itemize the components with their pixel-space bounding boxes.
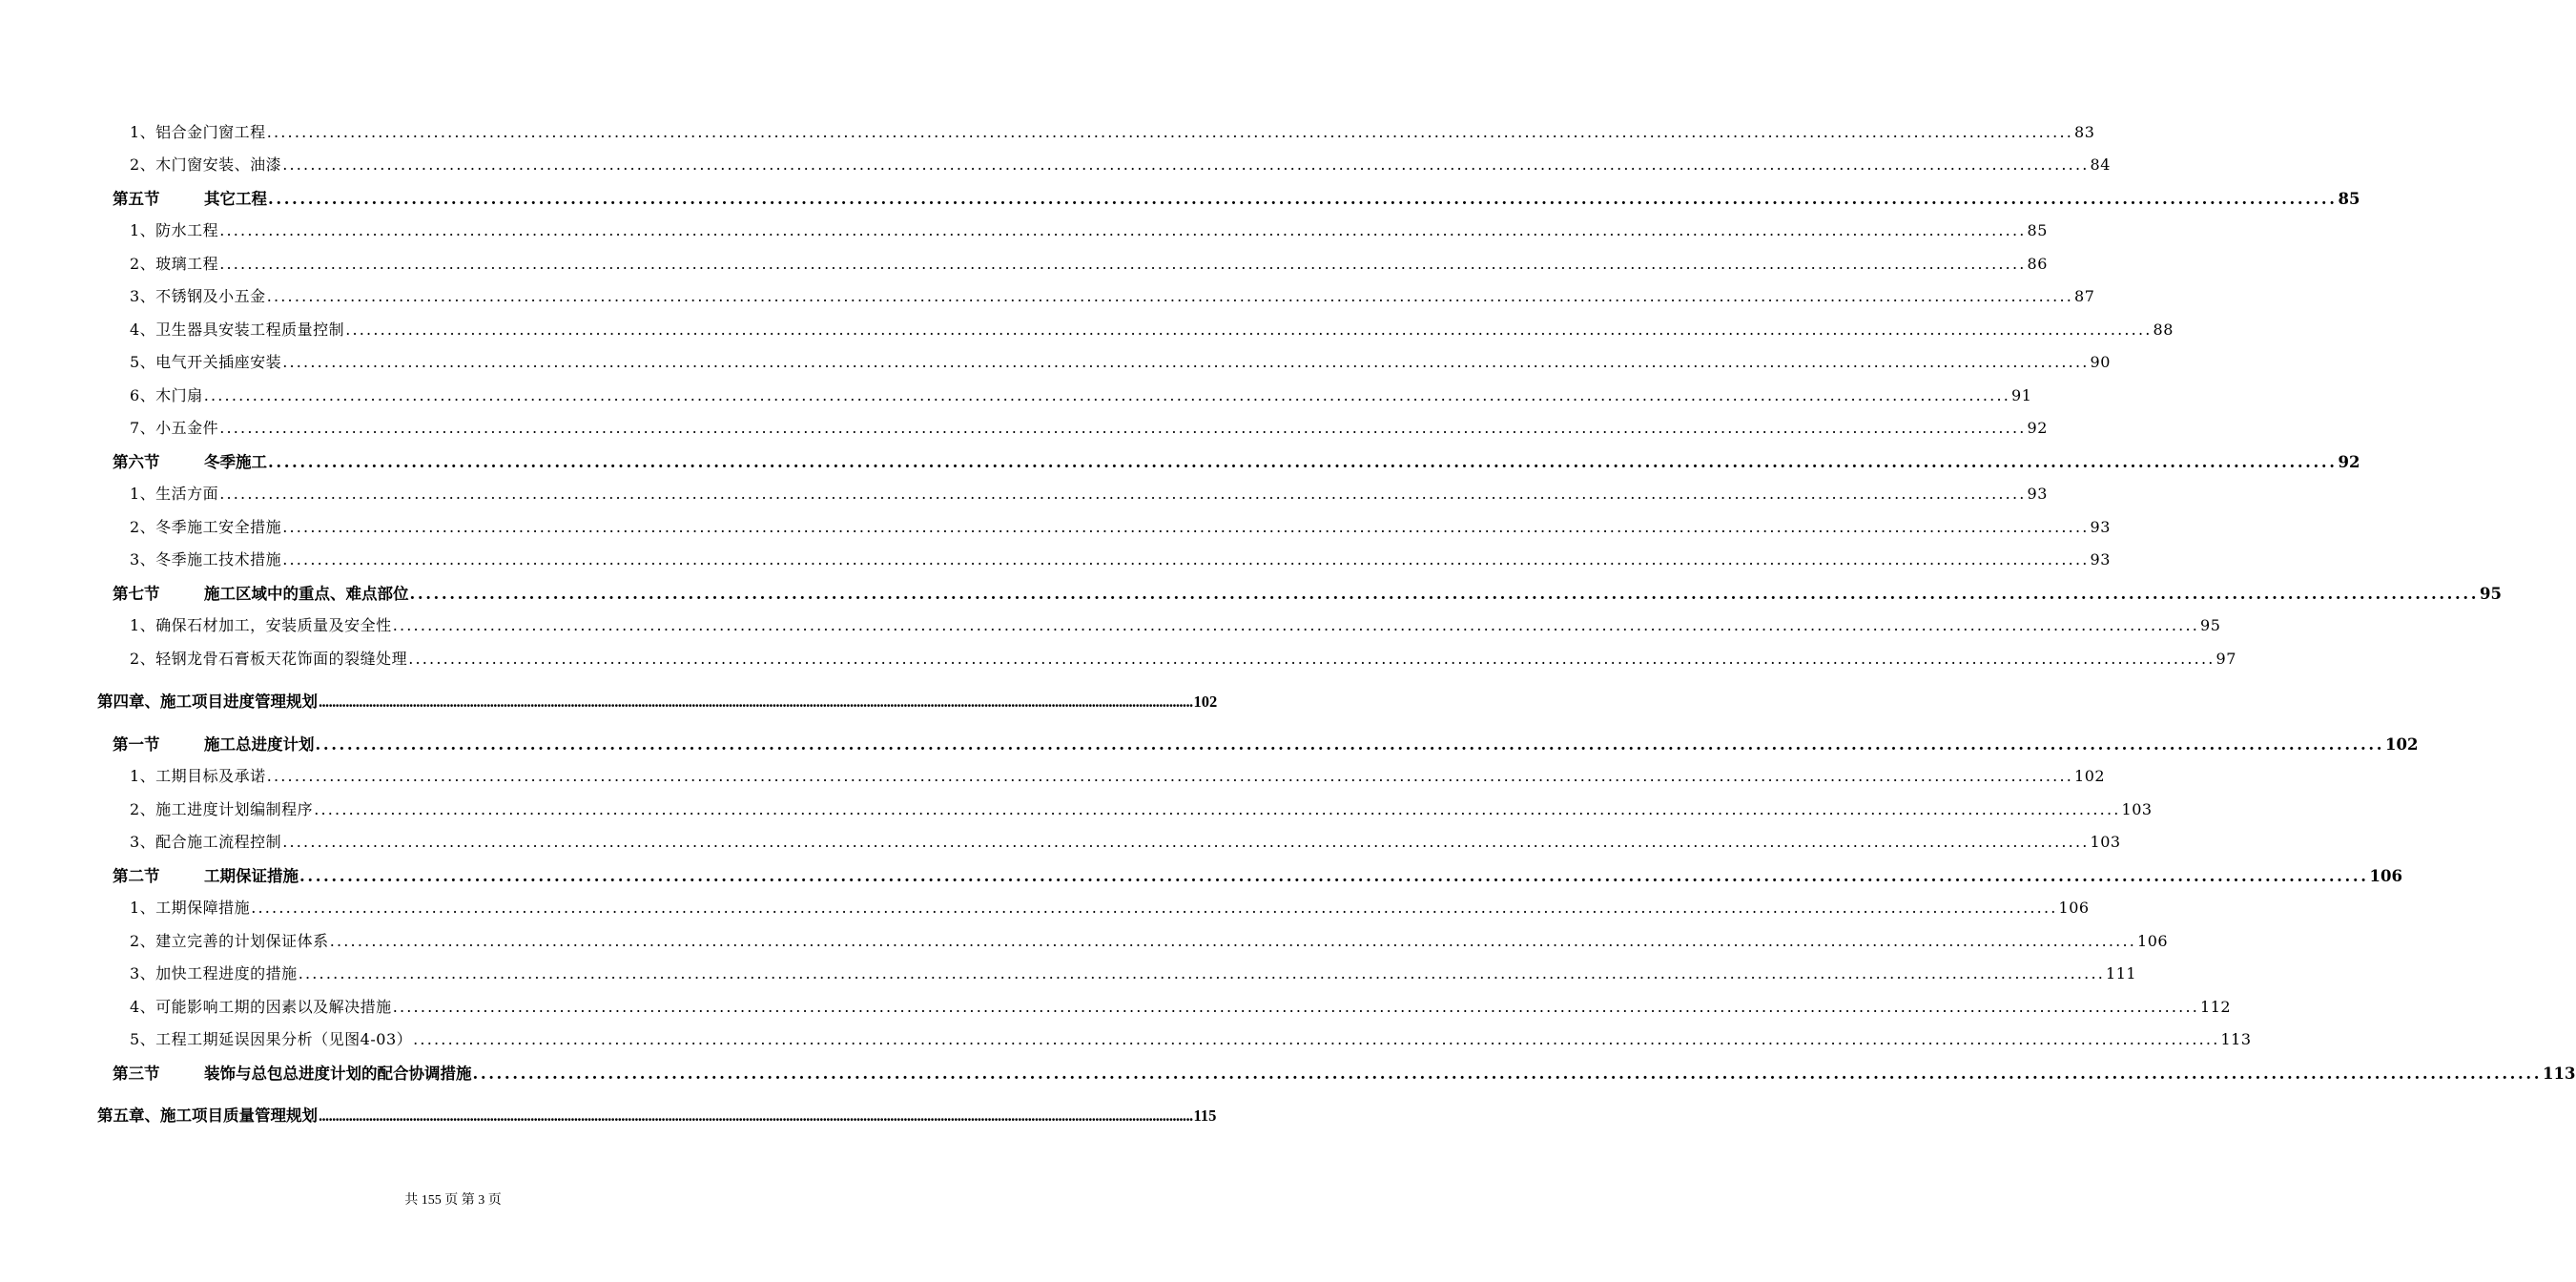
- toc-entry-title: [130, 613, 392, 635]
- toc-section-number: 第五节: [113, 190, 160, 208]
- toc-entry[interactable]: [97, 689, 1218, 712]
- toc-title-text: 第五章、施工项目质量管理规划: [97, 1106, 318, 1125]
- toc-entry-title: [130, 764, 266, 786]
- toc-page-number: 90: [2090, 353, 2111, 371]
- toc-dot-leader: ....................................................................................................................................................................................................................................................................: [203, 386, 2011, 404]
- toc-entry[interactable]: [130, 218, 2048, 240]
- toc-entry-title: [130, 218, 218, 240]
- toc-entry-title: [130, 284, 266, 306]
- toc-entry-title: [113, 1061, 472, 1084]
- toc-entry-title: [130, 153, 281, 175]
- toc-entry[interactable]: [130, 995, 2232, 1017]
- toc-entry-title: [130, 647, 407, 669]
- toc-title-text: 1、铝合金门窗工程: [130, 123, 266, 141]
- toc-title-text: 2、施工进度计划编制程序: [130, 800, 314, 818]
- toc-page-number: 86: [2027, 255, 2048, 273]
- toc-title-text: 3、不锈钢及小五金: [130, 287, 266, 305]
- toc-dot-leader: ....................................................................................................................................................................................................................................................................: [299, 867, 2369, 885]
- toc-dot-leader: ....................................................................................................................................................................................................................................................................: [282, 155, 2090, 174]
- toc-entry-title: [130, 318, 344, 340]
- toc-entry-title: [113, 186, 267, 209]
- toc-entry[interactable]: [130, 350, 2111, 372]
- toc-page-number: 87: [2074, 287, 2095, 305]
- toc-dot-leader: ....................................................................................................................................................................................................................................................................: [219, 255, 2027, 273]
- toc-title-text: 1、工期保障措施: [130, 899, 251, 917]
- toc-dot-leader: ....................................................................................................................................................................................................................................................................: [392, 998, 2200, 1016]
- toc-entry-title: [130, 350, 281, 372]
- toc-entry-title: [130, 548, 281, 569]
- toc-section-number: 第三节: [113, 1065, 160, 1083]
- toc-title-text: 2、玻璃工程: [130, 255, 219, 273]
- toc-entry[interactable]: [130, 962, 2137, 983]
- toc-entry[interactable]: [130, 120, 2095, 142]
- toc-page-number: 102: [1193, 693, 1218, 711]
- toc-dot-leader: ....................................................................................................................................................................................................................................................................: [266, 767, 2074, 785]
- toc-title-text: 2、冬季施工安全措施: [130, 518, 282, 536]
- toc-entry-title: [130, 515, 281, 537]
- toc-dot-leader: ....................................................................................................................................................................................................................................................................: [219, 485, 2027, 503]
- toc-entry[interactable]: [130, 318, 2174, 340]
- toc-page-number: 93: [2027, 485, 2048, 503]
- toc-title-text: 7、小五金件: [130, 419, 219, 437]
- toc-title-text: 3、加快工程进度的措施: [130, 964, 298, 982]
- toc-entry-title: [130, 120, 266, 142]
- toc-title-text: 6、木门扇: [130, 386, 203, 404]
- toc-title-text: 4、可能影响工期的因素以及解决措施: [130, 998, 392, 1016]
- toc-page-number: 106: [2058, 899, 2090, 917]
- toc-page-number: 103: [2121, 800, 2153, 818]
- toc-entry[interactable]: [113, 732, 2419, 755]
- toc-page-number: 93: [2090, 550, 2111, 569]
- toc-page-number: 113: [2220, 1030, 2252, 1048]
- toc-title-text: 施工总进度计划: [204, 735, 315, 754]
- toc-dot-leader: ....................................................................................................................................................................................................................................................................: [409, 585, 2480, 603]
- toc-page-number: 91: [2011, 386, 2032, 404]
- toc-dot-leader: ....................................................................................................................................................................................................................................................................: [282, 833, 2090, 851]
- toc-dot-leader: ....................................................................................................................................................................................................................................................................: [268, 190, 2338, 208]
- toc-title-text: 2、木门窗安装、油漆: [130, 155, 282, 174]
- toc-title-text: 施工区域中的重点、难点部位: [204, 585, 409, 603]
- toc-entry-title: [130, 252, 218, 274]
- toc-entry[interactable]: [113, 863, 2402, 886]
- toc-section-number: 第七节: [113, 585, 160, 603]
- toc-page-number: 93: [2090, 518, 2111, 536]
- toc-entry[interactable]: [130, 252, 2048, 274]
- toc-title-text: 装饰与总包总进度计划的配合协调措施: [204, 1065, 472, 1083]
- toc-title-text: 2、轻钢龙骨石膏板天花饰面的裂缝处理: [130, 650, 408, 668]
- toc-dot-leader: ....................................................................................................................................................................................................................................................................: [219, 221, 2027, 239]
- toc-page-number: 85: [2027, 221, 2048, 239]
- toc-dot-leader: ....................................................................................................................................................................................................................................................................: [314, 800, 2121, 818]
- toc-dot-leader: ....................................................................................................................................................................................................................................................................: [219, 419, 2027, 437]
- toc-dot-leader: ....................................................................................................................................................................................................................................................................: [329, 932, 2137, 950]
- toc-entry-title: [113, 449, 267, 472]
- toc-entry-title: [130, 482, 218, 504]
- toc-section-number: 第一节: [113, 735, 160, 754]
- toc-page-number: 113: [2543, 1065, 2576, 1083]
- toc-entry[interactable]: [130, 515, 2111, 537]
- toc-entry[interactable]: [130, 416, 2048, 438]
- toc-title-text: 1、防水工程: [130, 221, 219, 239]
- toc-page-number: 111: [2106, 964, 2137, 982]
- toc-entry-title: [130, 1027, 412, 1049]
- toc-dot-leader: ....................................................................................................................................................................................................................................................................: [282, 518, 2090, 536]
- toc-entry-title: [97, 1103, 318, 1126]
- toc-page-number: 106: [2137, 932, 2169, 950]
- toc-page-number: 106: [2369, 867, 2402, 885]
- toc-title-text: 3、配合施工流程控制: [130, 833, 282, 851]
- toc-entry[interactable]: [130, 647, 2236, 669]
- toc-entry-title: [130, 995, 392, 1017]
- toc-page-number: 102: [2385, 735, 2419, 754]
- toc-dot-leader: ....................................................................................................................................................................................................................................................................: [282, 550, 2090, 569]
- toc-title-text: 冬季施工: [204, 453, 267, 471]
- toc-dot-leader: ....................................................................................................................................................................................................................................................................: [413, 1030, 2220, 1048]
- toc-page-number: 95: [2200, 616, 2221, 634]
- toc-entry-title: [113, 581, 409, 604]
- toc-page-number: 92: [2338, 453, 2360, 471]
- page-footer: 共 155 页 第 3 页: [404, 1193, 502, 1208]
- toc-entry-title: [130, 797, 313, 819]
- toc-page-number: 97: [2215, 650, 2236, 668]
- toc-entry-title: [130, 383, 203, 405]
- toc-dot-leader: ....................................................................................................................................................................................................................................................................: [315, 735, 2385, 754]
- toc-dot-leader: ....................................................................................................................................................................................................................................................................: [266, 287, 2074, 305]
- toc-page-number: 102: [2074, 767, 2106, 785]
- toc-entry[interactable]: [130, 764, 2106, 786]
- toc-entry[interactable]: [113, 449, 2360, 472]
- toc-entry-title: [130, 896, 250, 918]
- toc-title-text: 4、卫生器具安装工程质量控制: [130, 320, 345, 339]
- toc-title-text: 5、工程工期延误因果分析（见图4-03）: [130, 1030, 413, 1048]
- toc-page-number: 84: [2090, 155, 2111, 174]
- toc-page-number: 92: [2027, 419, 2048, 437]
- toc-entry-title: [113, 732, 315, 755]
- toc-dot-leader: ....................................................................................................................................................................................................................................................................: [319, 1106, 1193, 1125]
- toc-dot-leader: ....................................................................................................................................................................................................................................................................: [266, 123, 2074, 141]
- toc-dot-leader: ....................................................................................................................................................................................................................................................................: [392, 616, 2200, 634]
- toc-entry-title: [130, 416, 218, 438]
- toc-dot-leader: ....................................................................................................................................................................................................................................................................: [408, 650, 2215, 668]
- toc-title-text: 1、确保石材加工，安装质量及安全性: [130, 616, 392, 634]
- toc-page-number: 85: [2338, 190, 2360, 208]
- toc-section-number: 第六节: [113, 453, 160, 471]
- toc-page-number: 88: [2153, 320, 2174, 339]
- toc-entry[interactable]: [130, 613, 2221, 635]
- toc-title-text: 第四章、施工项目进度管理规划: [97, 693, 318, 711]
- toc-page-number: 95: [2480, 585, 2503, 603]
- toc-entry-title: [130, 830, 281, 852]
- toc-page-number: 115: [1193, 1106, 1217, 1125]
- toc-entry[interactable]: [130, 153, 2111, 175]
- toc-title-text: 1、生活方面: [130, 485, 219, 503]
- toc-entry[interactable]: [113, 581, 2503, 604]
- toc-title-text: 5、电气开关插座安装: [130, 353, 282, 371]
- toc-section-number: 第二节: [113, 867, 160, 885]
- toc-page-number: 83: [2074, 123, 2095, 141]
- toc-page-number: 103: [2090, 833, 2121, 851]
- toc-entry-title: [130, 962, 298, 983]
- toc-page-number: 112: [2200, 998, 2232, 1016]
- toc-dot-leader: ....................................................................................................................................................................................................................................................................: [282, 353, 2090, 371]
- toc-title-text: 其它工程: [204, 190, 267, 208]
- toc-entry[interactable]: [130, 284, 2095, 306]
- toc-title-text: 2、建立完善的计划保证体系: [130, 932, 329, 950]
- toc-entry[interactable]: [130, 383, 2032, 405]
- toc-title-text: 3、冬季施工技术措施: [130, 550, 282, 569]
- toc-dot-leader: ....................................................................................................................................................................................................................................................................: [345, 320, 2153, 339]
- toc-entry-title: [113, 863, 299, 886]
- toc-title-text: 1、工期目标及承诺: [130, 767, 266, 785]
- toc-entry[interactable]: [113, 186, 2360, 209]
- toc-entry-title: [97, 689, 318, 712]
- toc-entry[interactable]: [130, 929, 2169, 951]
- toc-entry[interactable]: [130, 482, 2048, 504]
- toc-entry[interactable]: [130, 548, 2111, 569]
- toc-entry-title: [130, 929, 329, 951]
- toc-entry[interactable]: [130, 1027, 2252, 1049]
- toc-dot-leader: ....................................................................................................................................................................................................................................................................: [319, 693, 1193, 711]
- toc-entry[interactable]: [130, 830, 2121, 852]
- toc-dot-leader: ....................................................................................................................................................................................................................................................................: [251, 899, 2058, 917]
- toc-title-text: 工期保证措施: [204, 867, 299, 885]
- toc-dot-leader: ....................................................................................................................................................................................................................................................................: [472, 1065, 2543, 1083]
- toc-dot-leader: ....................................................................................................................................................................................................................................................................: [268, 453, 2338, 471]
- toc-entry[interactable]: [113, 1061, 2576, 1084]
- toc-entry[interactable]: [130, 797, 2153, 819]
- toc-dot-leader: ....................................................................................................................................................................................................................................................................: [298, 964, 2106, 982]
- toc-entry[interactable]: [130, 896, 2090, 918]
- toc-entry[interactable]: [97, 1103, 1217, 1126]
